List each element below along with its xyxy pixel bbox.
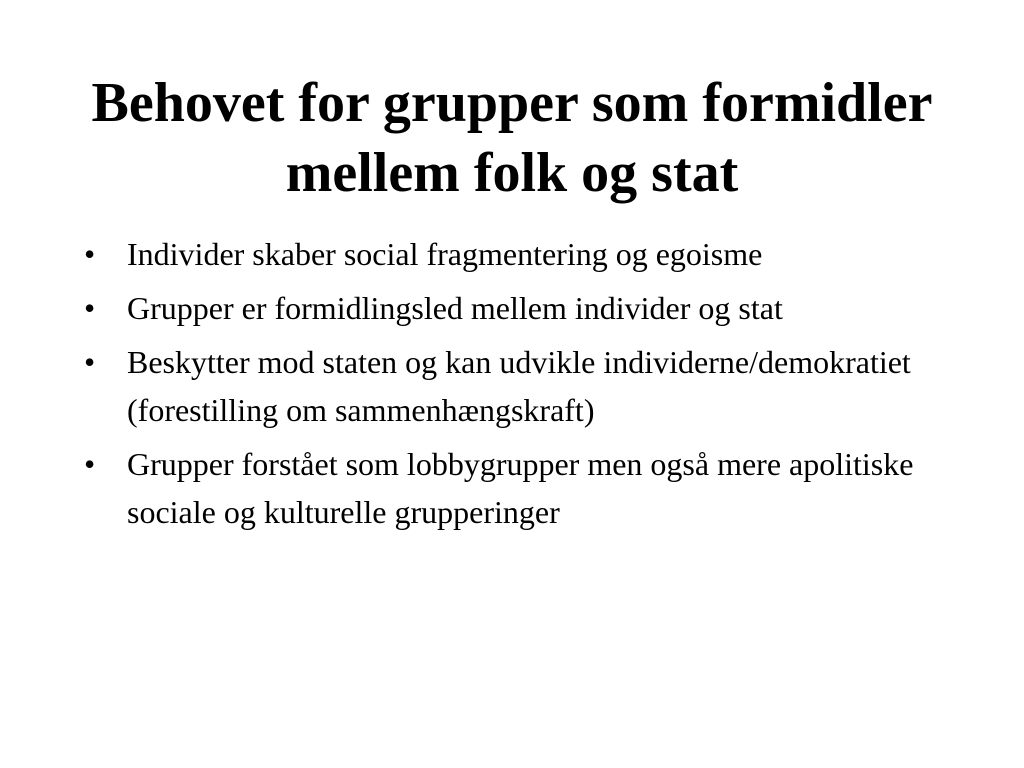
bullet-text: Individer skaber social fragmentering og egoisme: [127, 236, 763, 272]
bullet-list: [84, 230, 944, 542]
bullet-text: Beskytter mod staten og kan udvikle individerne/demokratiet (forestilling om sammenhængskraft): [127, 344, 911, 428]
bullet-icon: •: [84, 446, 96, 482]
bullet-item: [84, 230, 944, 278]
slide-title: Behovet for grupper som formidler mellem folk og stat: [91, 72, 933, 204]
bullet-item: [84, 338, 944, 434]
bullet-item: [84, 440, 944, 536]
bullet-icon: •: [84, 290, 96, 326]
bullet-item: [84, 284, 944, 332]
bullet-icon: •: [84, 344, 96, 380]
bullet-text: Grupper forstået som lobbygrupper men også mere apolitiske sociale og kulturelle grupperinger: [127, 446, 914, 530]
bullet-icon: •: [84, 236, 96, 272]
bullet-text: Grupper er formidlingsled mellem individer og stat: [127, 290, 783, 326]
